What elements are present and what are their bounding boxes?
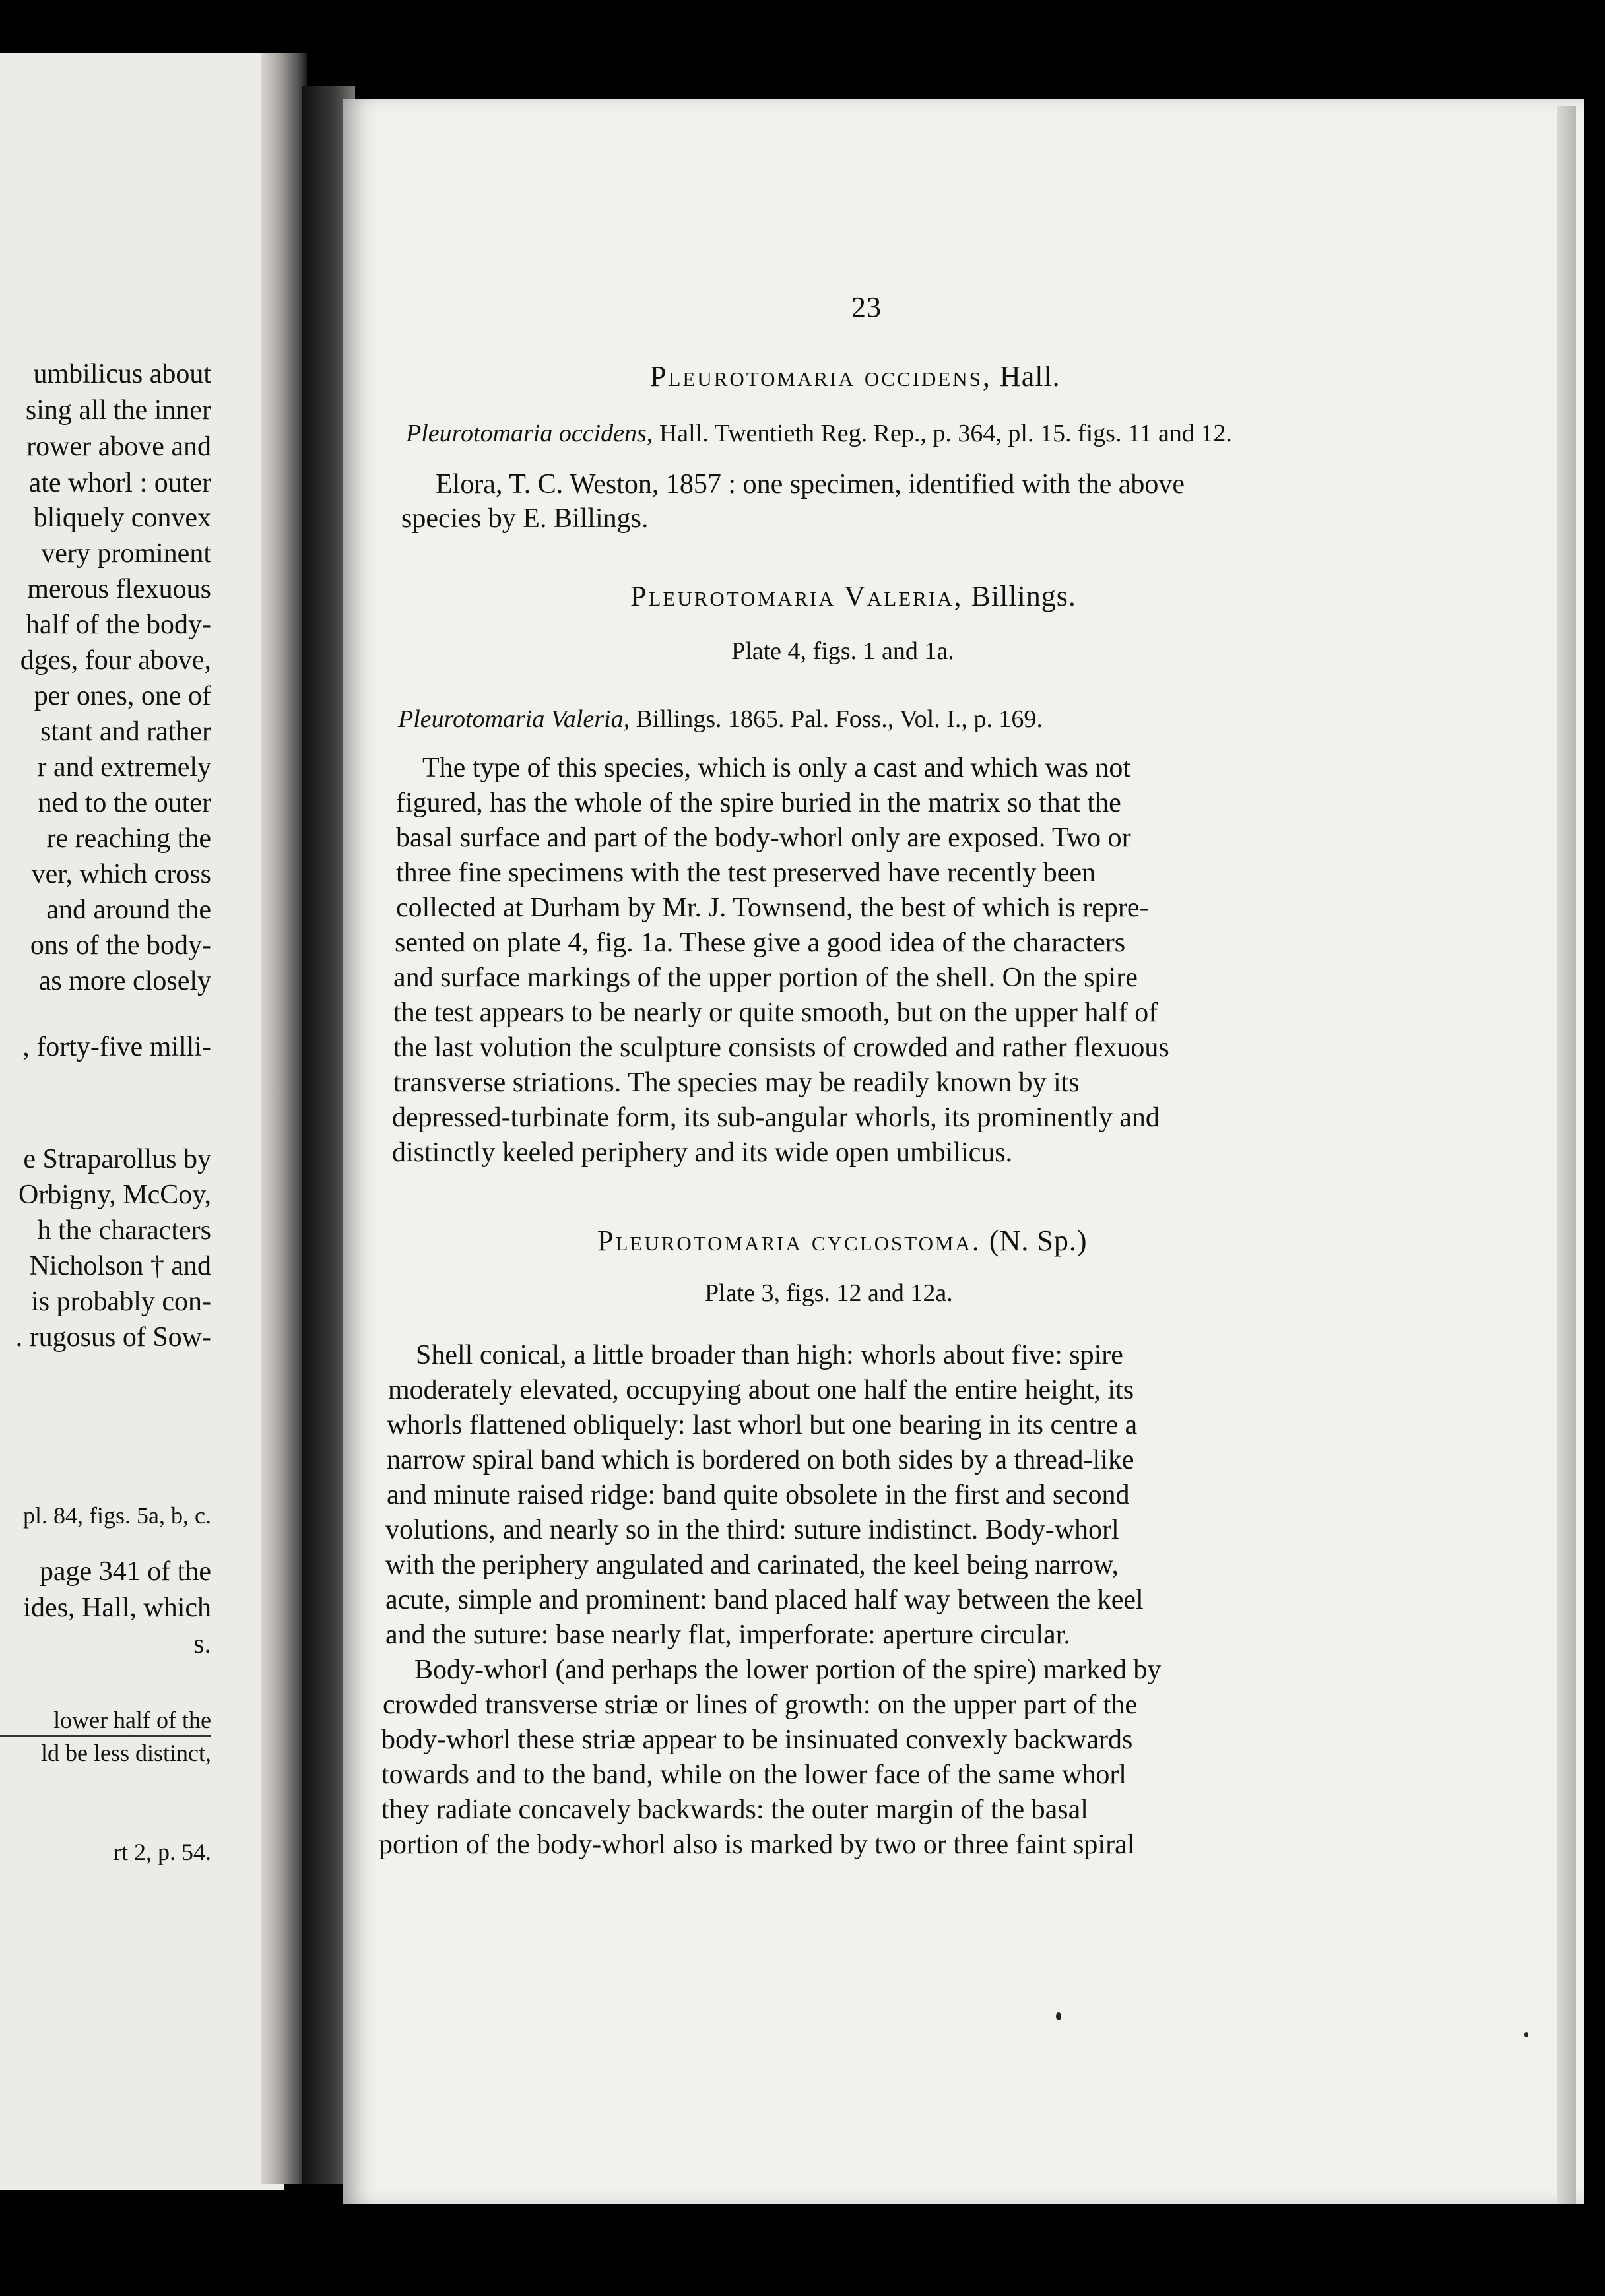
left-page-line: e Straparollus by — [23, 1144, 211, 1174]
left-page-line: pl. 84, figs. 5a, b, c. — [23, 1502, 211, 1529]
left-page-line: umbilicus about — [33, 359, 211, 389]
page-edge — [1557, 106, 1576, 2204]
left-page-line: merous flexuous — [27, 574, 211, 604]
left-page-line: , forty-five milli- — [22, 1032, 211, 1062]
left-page-line: half of the body- — [25, 610, 211, 640]
left-page-line: re reaching the — [46, 823, 211, 854]
body-line: and the suture: base nearly flat, imperforate: aperture circular. — [385, 1620, 1070, 1650]
body-line: transverse striations. The species may be readily known by its — [393, 1068, 1080, 1098]
body-line: narrow spiral band which is bordered on both sides by a thread-like — [387, 1445, 1134, 1475]
body-line: Shell conical, a little broader than high: whorls about five: spire — [416, 1340, 1123, 1370]
body-line: three fine specimens with the test preserved have recently been — [396, 858, 1096, 888]
left-page-line: rower above and — [26, 431, 211, 462]
left-page-line: and around the — [46, 895, 211, 925]
body-line: portion of the body-whorl also is marked by two or three faint spiral — [379, 1830, 1135, 1860]
left-page-line: h the characters — [37, 1215, 211, 1246]
body-line: figured, has the whole of the spire buried in the matrix so that the — [396, 788, 1121, 818]
left-page-line: . rugosus of Sow- — [15, 1322, 211, 1353]
body-line: whorls flattened obliquely: last whorl but one bearing in its centre a — [387, 1410, 1138, 1440]
left-page-line: r and extremely — [37, 752, 211, 782]
body-line: and surface markings of the upper portion of the shell. On the spire — [393, 963, 1138, 993]
left-page-line: lower half of the — [53, 1707, 211, 1733]
left-gutter — [261, 53, 307, 2184]
left-page-line: dges, four above, — [20, 645, 211, 676]
reference-species: Pleurotomaria Valeria, — [398, 705, 630, 733]
left-page-line: is probably con- — [31, 1287, 211, 1317]
speck — [1524, 2032, 1528, 2037]
species-author: (N. Sp.) — [989, 1225, 1088, 1257]
body-line: crowded transverse striæ or lines of growth: on the upper part of the — [383, 1690, 1138, 1720]
footnote-rule — [0, 1735, 211, 1737]
left-page-line: page 341 of the — [39, 1556, 211, 1587]
left-page-line: ons of the body- — [30, 930, 211, 961]
body-line: moderately elevated, occupying about one half the entire height, its — [388, 1375, 1134, 1405]
body-line: with the periphery angulated and carinated, the keel being narrow, — [385, 1550, 1119, 1580]
body-line: acute, simple and prominent: band placed half way between the keel — [385, 1585, 1144, 1615]
body-line: species by E. Billings. — [401, 503, 649, 534]
species-author: Billings. — [971, 580, 1076, 612]
body-line: Elora, T. C. Weston, 1857 : one specimen, identified with the above — [436, 469, 1185, 499]
reference-citation: Hall. Twentieth Reg. Rep., p. 364, pl. 15. figs. 11 and 12. — [659, 420, 1232, 447]
reference-occidens — [406, 419, 1232, 448]
species-name: Pleurotomaria cyclostoma. — [597, 1225, 981, 1257]
plate-reference-valeria: Plate 4, figs. 1 and 1a. — [731, 637, 954, 665]
body-line: sented on plate 4, fig. 1a. These give a good idea of the characters — [395, 928, 1126, 958]
left-page-line: sing all the inner — [25, 395, 211, 426]
section-heading-occidens — [650, 360, 1061, 393]
left-page-line: s. — [193, 1629, 211, 1659]
speck — [1056, 2012, 1061, 2020]
left-page-line: stant and rather — [40, 717, 211, 747]
left-page-line: rt 2, p. 54. — [114, 1839, 211, 1865]
left-page-line: bliquely convex — [33, 503, 211, 533]
left-page-line: ld be less distinct, — [41, 1740, 211, 1766]
reference-citation: Billings. 1865. Pal. Foss., Vol. I., p. 169. — [636, 705, 1043, 733]
body-line: the last volution the sculpture consists of crowded and rather flexuous — [393, 1033, 1169, 1063]
body-line: basal surface and part of the body-whorl only are exposed. Two or — [396, 823, 1131, 853]
body-line: and minute raised ridge: band quite obsolete in the first and second — [387, 1480, 1130, 1510]
left-page-line: Orbigny, McCoy, — [18, 1180, 211, 1210]
body-line: body-whorl these striæ appear to be insinuated convexly backwards — [381, 1725, 1133, 1755]
species-author: Hall. — [999, 360, 1061, 393]
body-line: they radiate concavely backwards: the outer margin of the basal — [381, 1795, 1088, 1825]
left-page-line: per ones, one of — [34, 681, 211, 711]
left-page — [0, 53, 284, 2190]
section-heading-valeria — [630, 579, 1076, 613]
left-page-line: very prominent — [41, 538, 211, 569]
body-line: collected at Durham by Mr. J. Townsend, the best of which is repre- — [396, 893, 1149, 923]
body-line: volutions, and nearly so in the third: suture indistinct. Body-whorl — [385, 1515, 1119, 1545]
left-page-line: ate whorl : outer — [28, 468, 211, 498]
species-name: Pleurotomaria Valeria, — [630, 580, 964, 612]
plate-reference-cyclostoma: Plate 3, figs. 12 and 12a. — [705, 1279, 953, 1307]
left-page-line: ver, which cross — [31, 859, 211, 889]
species-name: Pleurotomaria occidens, — [650, 360, 992, 393]
body-line: distinctly keeled periphery and its wide open umbilicus. — [392, 1137, 1013, 1168]
reference-species: Pleurotomaria occidens, — [406, 420, 653, 447]
left-page-line: as more closely — [38, 966, 211, 996]
body-line: towards and to the band, while on the lower face of the same whorl — [381, 1760, 1127, 1790]
page-number: 23 — [851, 291, 882, 323]
section-heading-cyclostoma — [597, 1224, 1087, 1258]
left-page-line: ides, Hall, which — [23, 1593, 211, 1623]
body-line: the test appears to be nearly or quite smooth, but on the upper half of — [393, 998, 1158, 1028]
body-line: depressed-turbinate form, its sub-angular whorls, its prominently and — [392, 1102, 1160, 1133]
left-page-line: Nicholson † and — [29, 1251, 211, 1281]
body-line: Body-whorl (and perhaps the lower portion of the spire) marked by — [414, 1655, 1162, 1685]
reference-valeria — [398, 705, 1043, 734]
left-page-line: ned to the outer — [38, 788, 211, 818]
body-line: The type of this species, which is only a cast and which was not — [422, 753, 1131, 783]
